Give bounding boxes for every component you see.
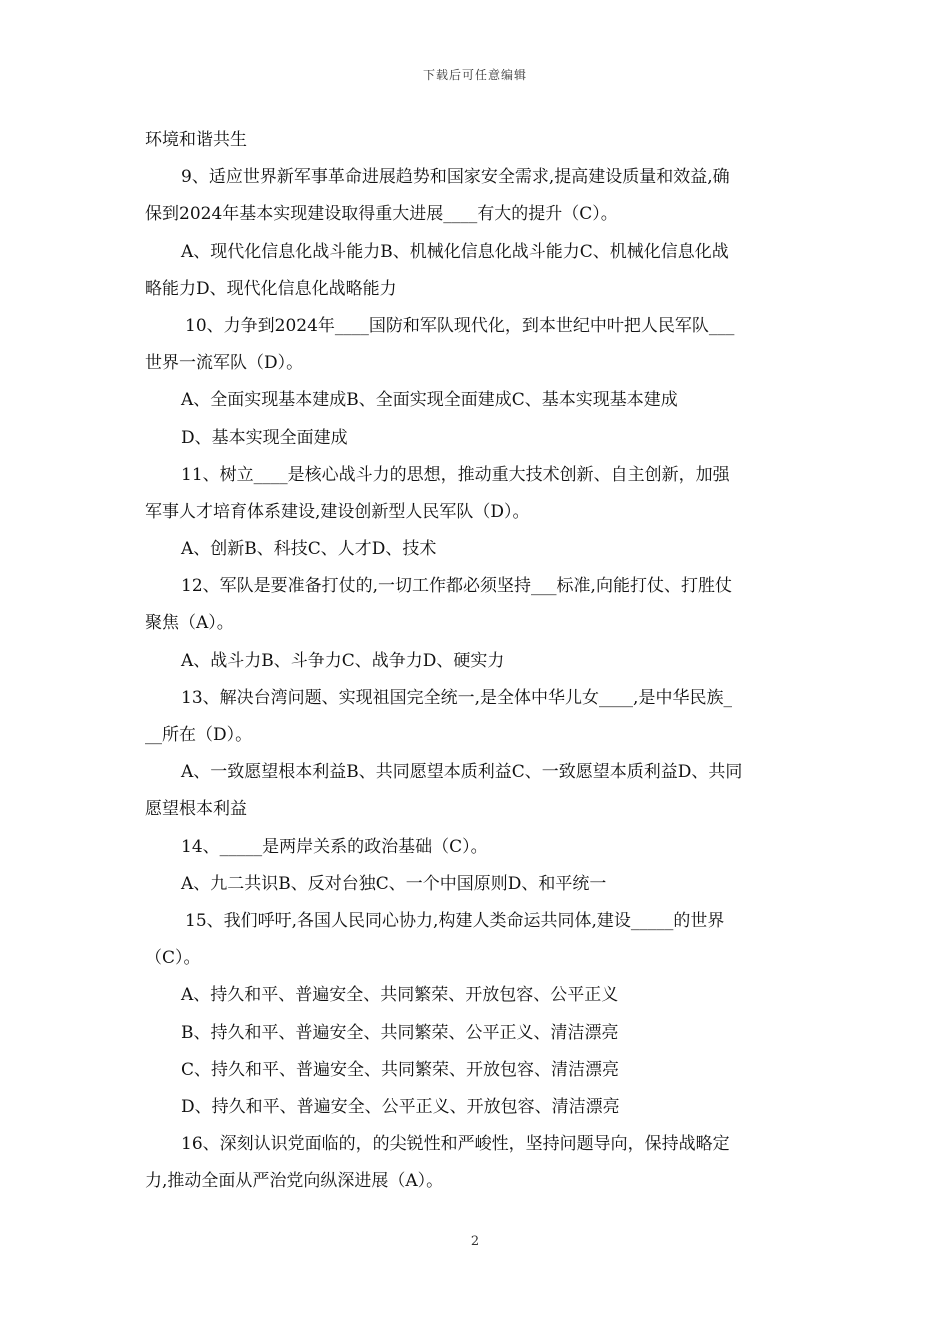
question-10: 10、力争到2024年____国防和军队现代化，到本世纪中叶把人民军队___ [185, 315, 735, 336]
question-11: 11、树立____是核心战斗力的思想，推动重大技术创新、自主创新，加强 [181, 464, 730, 485]
text-line: 保到2024年基本实现建设取得重大进展____有大的提升（C）。 [145, 204, 618, 225]
options-13: A、一致愿望根本利益B、共同愿望本质利益C、一致愿望本质利益D、共同 [181, 762, 743, 783]
option-15-d: D、持久和平、普遍安全、公平正义、开放包容、清洁漂亮 [181, 1096, 620, 1117]
text-line: 力,推动全面从严治党向纵深进展（A）。 [145, 1171, 444, 1192]
text-line: 聚焦（A）。 [145, 613, 234, 634]
text-line: D、基本实现全面建成 [181, 427, 348, 448]
text-line: 军事人才培育体系建设,建设创新型人民军队（D）。 [145, 501, 530, 522]
option-15-a: A、持久和平、普遍安全、共同繁荣、开放包容、公平正义 [181, 985, 619, 1006]
text-line: 愿望根本利益 [145, 799, 247, 820]
question-16: 16、深刻认识党面临的，的尖锐性和严峻性，坚持问题导向，保持战略定 [181, 1134, 730, 1155]
question-14: 14、_____是两岸关系的政治基础（C）。 [181, 836, 488, 857]
text-line: __所在（D）。 [145, 725, 253, 745]
option-15-c: C、持久和平、普遍安全、共同繁荣、开放包容、清洁漂亮 [181, 1059, 620, 1080]
option-15-b: B、持久和平、普遍安全、共同繁荣、公平正义、清洁漂亮 [181, 1022, 619, 1043]
question-12: 12、军队是要准备打仗的,一切工作都必须坚持___标准,向能打仗、打胜仗 [181, 576, 732, 597]
text-line: 环境和谐共生 [145, 130, 247, 150]
page-number: 2 [470, 1234, 480, 1249]
question-9: 9、适应世界新军事革命进展趋势和国家安全需求,提高建设质量和效益,确 [181, 167, 730, 188]
options-9: A、现代化信息化战斗能力B、机械化信息化战斗能力C、机械化信息化战 [181, 241, 729, 262]
options-11: A、创新B、科技C、人才D、技术 [181, 539, 437, 560]
options-14: A、九二共识B、反对台独C、一个中国原则D、和平统一 [181, 873, 607, 894]
question-13: 13、解决台湾问题、实现祖国完全统一,是全体中华儿女____,是中华民族_ [181, 687, 732, 708]
text-line: 略能力D、现代化信息化战略能力 [145, 278, 397, 299]
question-15: 15、我们呼吁,各国人民同心协力,构建人类命运共同体,建设_____的世界 [185, 910, 725, 931]
options-10: A、全面实现基本建成B、全面实现全面建成C、基本实现基本建成 [181, 390, 678, 411]
page-header: 下载后可任意编辑 [422, 68, 527, 82]
text-line: 世界一流军队（D）。 [145, 353, 304, 374]
text-line: （C）。 [145, 948, 201, 969]
options-12: A、战斗力B、斗争力C、战争力D、硬实力 [181, 650, 505, 671]
document-body [145, 122, 810, 1200]
